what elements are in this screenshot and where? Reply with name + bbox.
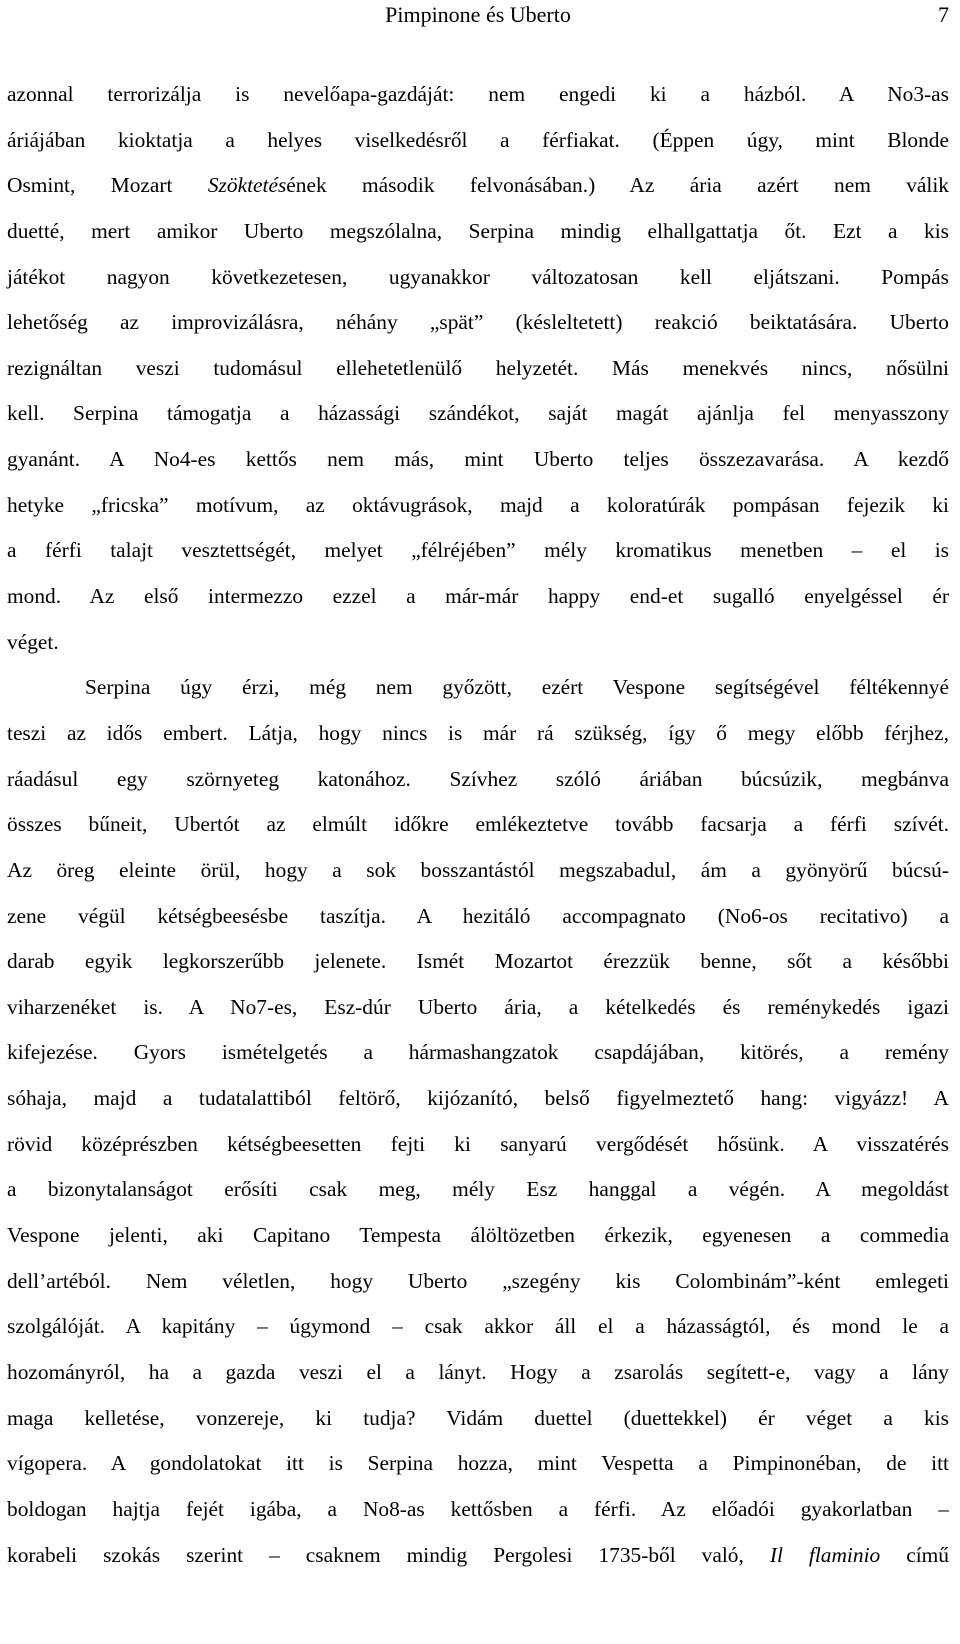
text-line [7, 1533, 949, 1579]
text-run: ének második felvonásában.) Az ária azért nem válik [286, 173, 950, 198]
text-line: boldogan hajtja fejét igába, a No8-as kettősben a férfi. Az előadói gyakorlatban – [7, 1496, 949, 1521]
text-line: Serpina úgy érzi, még nem győzött, ezért Vespone segítségével féltékennyé [85, 675, 949, 700]
text-line: kifejezése. Gyors ismételgetés a hármashangzatok csapdájában, kitörés, a remény [7, 1040, 949, 1065]
text-line: a bizonytalanságot erősíti csak meg, mély Esz hanggal a végén. A megoldást [7, 1177, 949, 1202]
text-line: hetyke „fricska” motívum, az oktávugrások, majd a koloratúrák pompásan fejezik ki [7, 492, 949, 517]
text-line: mond. Az első intermezzo ezzel a már-már happy end-et sugalló enyelgéssel ér [7, 584, 949, 609]
italic-title: Szöktetés [207, 173, 287, 198]
text-line: a férfi talajt vesztettségét, melyet „félréjében” mély kromatikus menetben – el is [7, 538, 949, 563]
italic-title: Il flaminio [769, 1542, 881, 1567]
text-line: azonnal terrorizálja is nevelőapa-gazdáját: nem engedi ki a házból. A No3-as [7, 82, 949, 106]
text-line: dell’artéból. Nem véletlen, hogy Uberto „szegény kis Colombinám”-ként emlegeti [7, 1268, 949, 1293]
text-line: duetté, mert amikor Uberto megszólalna, Serpina mindig elhallgattatja őt. Ezt a kis [7, 218, 949, 243]
text-line: lehetőség az improvizálásra, néhány „spät” (késleltetett) reakció beiktatására. Uberto [7, 310, 949, 335]
running-head-title: Pimpinone és Uberto [385, 2, 571, 27]
text-line: darab egyik legkorszerűbb jelenete. Ismét Mozartot érezzük benne, sőt a későbbi [7, 949, 949, 974]
text-line: rezignáltan veszi tudomásul ellehetetlenülő helyzetét. Más menekvés nincs, nősülni [7, 355, 949, 380]
text-line: vígopera. A gondolatokat itt is Serpina hozza, mint Vespetta a Pimpinonéban, de itt [7, 1451, 949, 1476]
text-line: játékot nagyon következetesen, ugyanakkor változatosan kell eljátszani. Pompás [7, 264, 949, 289]
text-line: szolgálóját. A kapitány – úgymond – csak akkor áll el a házasságtól, és mond le a [7, 1314, 949, 1339]
text-line: rövid középrészben kétségbeesetten fejti ki sanyarú vergődését hősünk. A visszatérés [7, 1131, 949, 1156]
text-line: sóhaja, majd a tudatalattiból feltörő, kijózanító, belső figyelmeztető hang: vigyázz! A [7, 1086, 949, 1111]
text-line: viharzenéket is. A No7-es, Esz-dúr Uberto ária, a kételkedés és reménykedés igazi [7, 994, 949, 1019]
text-line: kell. Serpina támogatja a házassági szándékot, saját magát ajánlja fel menyasszony [7, 401, 949, 426]
text-line: teszi az idős embert. Látja, hogy nincs is már rá szükség, így ő megy előbb férjhez, [7, 720, 949, 745]
text-run: Osmint, Mozart [7, 173, 208, 198]
text-line: véget. [7, 629, 59, 654]
page-number: 7 [938, 2, 949, 27]
text-line: Vespone jelenti, aki Capitano Tempesta álöltözetben érkezik, egyenesen a commedia [7, 1223, 949, 1248]
text-run: korabeli szokás szerint – csaknem mindig Pergolesi 1735-ből való, [7, 1542, 770, 1567]
text-run: című [880, 1542, 949, 1567]
body-text [7, 72, 949, 1578]
text-line: zene végül kétségbeesésbe taszítja. A hezitáló accompagnato (No6-os recitativo) a [7, 903, 949, 928]
text-line: gyanánt. A No4-es kettős nem más, mint Uberto teljes összezavarása. A kezdő [7, 447, 949, 472]
text-line: ráadásul egy szörnyeteg katonához. Szívhez szóló áriában búcsúzik, megbánva [7, 766, 949, 791]
text-line: összes bűneit, Ubertót az elmúlt időkre emlékeztetve tovább facsarja a férfi szívét. [7, 812, 949, 837]
text-line: áriájában kioktatja a helyes viselkedésről a férfiakat. (Éppen úgy, mint Blonde [7, 127, 949, 152]
text-line: hozományról, ha a gazda veszi el a lányt. Hogy a zsarolás segített-e, vagy a lány [7, 1359, 949, 1384]
running-head [7, 0, 949, 40]
text-line: Az öreg eleinte örül, hogy a sok bosszantástól megszabadul, ám a gyönyörű búcsú- [7, 857, 949, 882]
text-line [7, 163, 949, 209]
text-line: maga kelletése, vonzereje, ki tudja? Vidám duettel (duettekkel) ér véget a kis [7, 1405, 949, 1430]
